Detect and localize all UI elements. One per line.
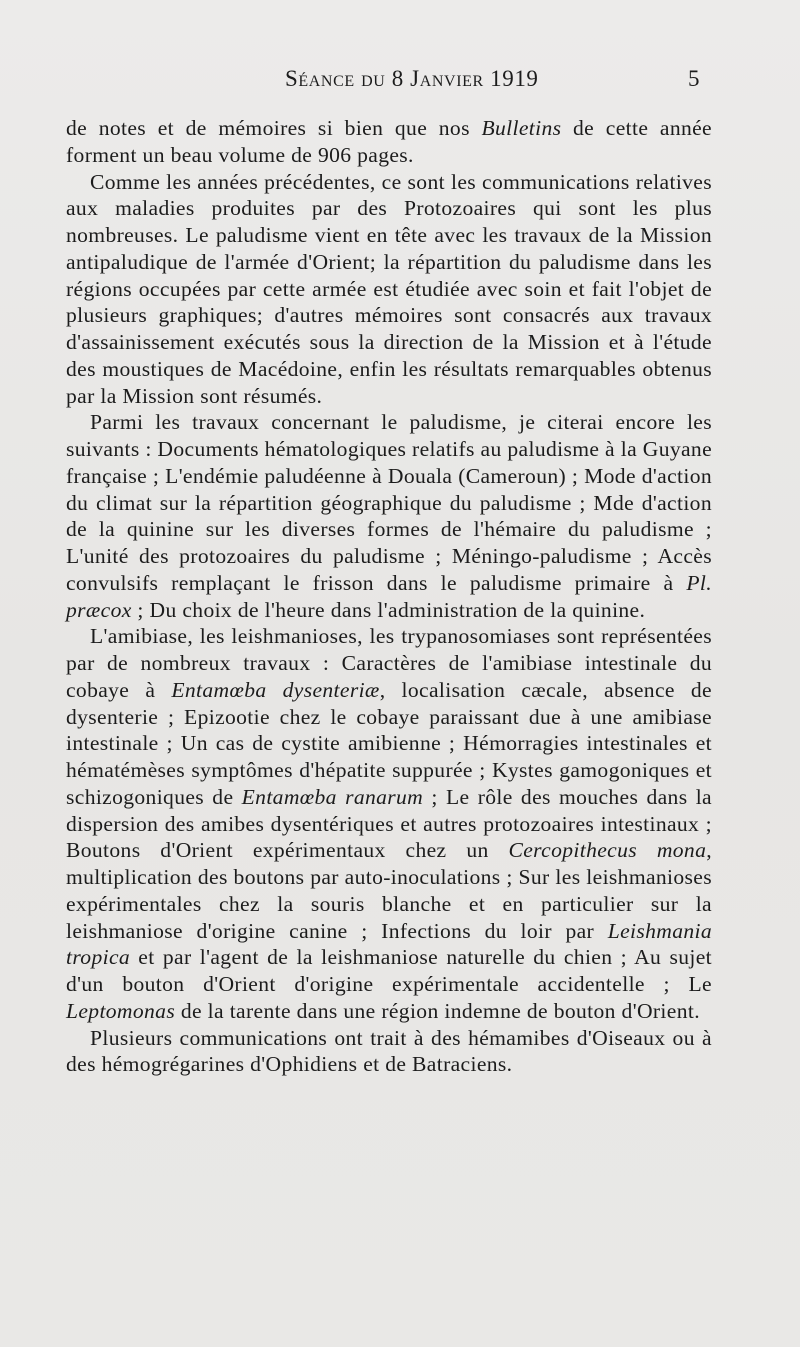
italic-term: Bulletins — [481, 116, 562, 140]
italic-term: Cercopithecus mona — [508, 838, 707, 863]
paragraph-5 — [66, 1025, 712, 1079]
body-text — [66, 115, 712, 1078]
text-run: ; Le rôle des mouches dans la dispersion des amibes dysentériques et autres protozoaires intestinaux ; Boutons d'Orient expérimentaux chez un — [66, 784, 712, 863]
text-run: de notes et de mémoires si bien que nos — [66, 116, 482, 140]
italic-term: Leishmania tropica — [66, 918, 712, 970]
text-run: Parmi les travaux concernant le paludisme, je citerai encore les suivants : Documents hématologiques relatifs au paludisme à la Guyane française ; L'endémie paludéenne à Douala (Cameroun) ; Mode d'action du climat sur la répartition géographique du paludisme ; M — [66, 410, 713, 515]
text-run: , multiplication des boutons par auto-inoculations ; Sur les leishmanioses expérimentales chez la souris blanche et en particulier sur la leishmaniose d'origine canine ; Infections du loir par — [66, 838, 712, 943]
text-run: et par l'agent de la leishmaniose naturelle du chien ; Au sujet d'un bouton d'Orient d'origine expérimentale accidentelle ; Le — [66, 945, 712, 996]
running-title: Séance du 8 Janvier 1919 — [285, 66, 539, 91]
text-run: ire du paludisme ; L'unité des protozoaires du paludisme ; Méningo-paludisme ; Accès convulsifs remplaçant le frisson dans le paludisme primaire à — [66, 517, 712, 595]
italic-term: Pl. præcox — [66, 570, 712, 622]
text-run: Plusieurs communications ont trait à des hémamibes d'Oiseaux ou à des hémogrégarines d'Ophidiens et de Batraciens. — [66, 1025, 712, 1077]
text-run: Comme les années précédentes, ce sont les communications relatives aux maladies produites par des Protozoaires qui sont les plus nombreuses. Le paludisme vient en tête avec les travaux de la Mission antipaludique de l'armée d'Orient; la répartition du paludisme dans les régions occupées par cette armée est étudiée avec soin et fait l'objet de plusieurs graphiques; d'autres mémoires sont consacrés aux travaux d'assainissement exécutés sous la direction de la Mission et à l'étude des moustiques de Macédoine, enfin les résultats remarquables obtenus par la Mission sont résumés. — [66, 169, 712, 408]
italic-term: Leptomonas — [66, 998, 176, 1023]
text-run: de la tarente dans une région indemne de bouton d'Orient. — [175, 998, 700, 1023]
paragraph-1 — [66, 115, 712, 169]
page-number: 5 — [688, 66, 700, 91]
italic-term: Entamœba ranarum — [241, 784, 424, 809]
paragraph-2 — [66, 169, 712, 410]
text-run: de d'action de la quinine sur les diverses formes de l'héma — [66, 490, 712, 542]
paragraph-3 — [66, 409, 712, 623]
text-run: , localisation cæcale, absence de dysenterie ; Epizootie chez le cobaye paraissant due à une amibiase intestinale ; Un cas de cystite amibienne ; Hémorragies intestinales et hématémèses symptômes d'hépatite suppurée ; Kystes gamogoniques et schizogoniques de — [66, 677, 712, 809]
text-run: ; Du choix de l'heure dans l'administration de la quinine. — [131, 597, 646, 622]
italic-term: Entamœba dysenteriæ — [171, 677, 380, 702]
paragraph-4 — [66, 623, 712, 1024]
text-run: L'amibiase, les leishmanioses, les trypanosomiases sont représentées par de nombreux travaux : Caractères de l'amibiase intestinale du cobaye à — [66, 624, 712, 702]
text-run: de cette année forment un beau volume de 906 pages. — [66, 116, 712, 167]
running-head — [0, 66, 800, 98]
